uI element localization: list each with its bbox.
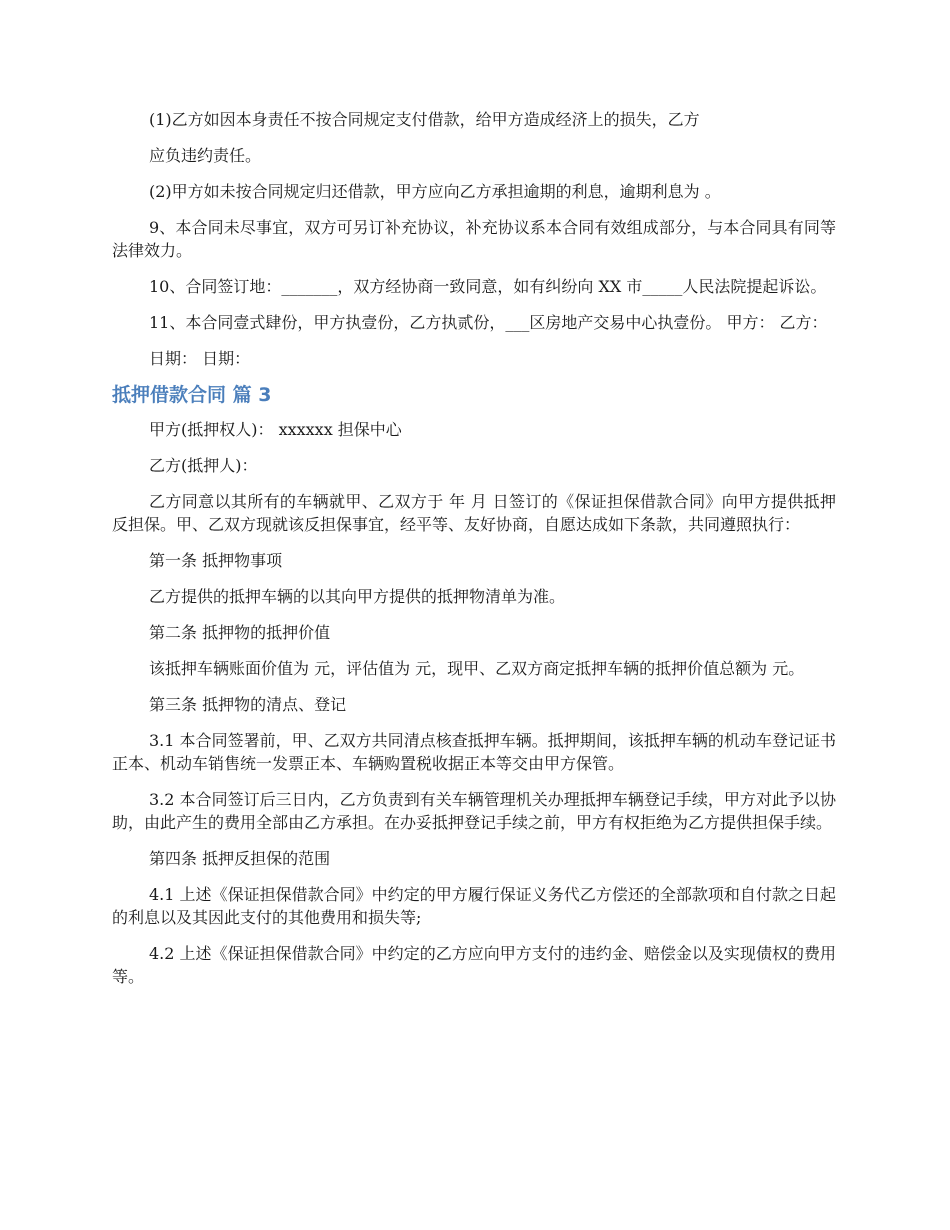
article-1-body: 乙方提供的抵押车辆的以其向甲方提供的抵押物清单为准。 [149,587,566,606]
paragraph-clause-10: 10、合同签订地：_______，双方经协商一致同意，如有纠纷向 XX 市_____人民法院提起诉讼。 [149,277,827,296]
paragraph-party-a: 甲方(抵押权人)： xxxxxx 担保中心 [149,420,402,439]
paragraph-preamble: 乙方同意以其所有的车辆就甲、乙双方于 年 月 日签订的《保证担保借款合同》向甲方提供抵押反担保。甲、乙双方现就该反担保事宜，经平等、友好协商，自愿达成如下条款，共同遵照执行： [112,492,836,534]
paragraph-breach-yi: (1)乙方如因本身责任不按合同规定支付借款，给甲方造成经济上的损失，乙方 [149,110,700,129]
article-4-2: 4.2 上述《保证担保借款合同》中约定的乙方应向甲方支付的违约金、赔偿金以及实现债权的费用等。 [112,944,836,986]
paragraph-party-b: 乙方(抵押人)： [149,456,258,475]
article-3-2: 3.2 本合同签订后三日内，乙方负责到有关车辆管理机关办理抵押车辆登记手续，甲方对此予以协助，由此产生的费用全部由乙方承担。在办妥抵押登记手续之前，甲方有权拒绝为乙方提供担保手续。 [112,790,836,832]
document-page [112,106,836,988]
article-1-title: 第一条 抵押物事项 [149,551,283,570]
section-heading: 抵押借款合同 篇 3 [112,384,272,406]
paragraph-breach-jia: (2)甲方如未按合同规定归还借款，甲方应向乙方承担逾期的利息，逾期利息为 。 [149,182,721,201]
paragraph-dates: 日期： 日期： [149,349,251,368]
paragraph-clause-11: 11、本合同壹式肆份，甲方执壹份，乙方执贰份，___区房地产交易中心执壹份。 甲方： 乙方： [149,313,828,332]
article-2-body: 该抵押车辆账面价值为 元，评估值为 元，现甲、乙双方商定抵押车辆的抵押价值总额为 元。 [149,659,805,678]
article-4-1: 4.1 上述《保证担保借款合同》中约定的甲方履行保证义务代乙方偿还的全部款项和自付款之日起的利息以及其因此支付的其他费用和损失等; [112,885,836,927]
article-4-title: 第四条 抵押反担保的范围 [149,849,331,868]
paragraph-breach-yi-cont: 应负违约责任。 [149,146,262,165]
article-3-1: 3.1 本合同签署前，甲、乙双方共同清点核查抵押车辆。抵押期间，该抵押车辆的机动车登记证书正本、机动车销售统一发票正本、车辆购置税收据正本等交由甲方保管。 [112,731,836,773]
paragraph-clause-9: 9、本合同未尽事宜，双方可另订补充协议，补充协议系本合同有效组成部分，与本合同具有同等法律效力。 [112,218,836,260]
article-2-title: 第二条 抵押物的抵押价值 [149,623,331,642]
article-3-title: 第三条 抵押物的清点、登记 [149,695,347,714]
